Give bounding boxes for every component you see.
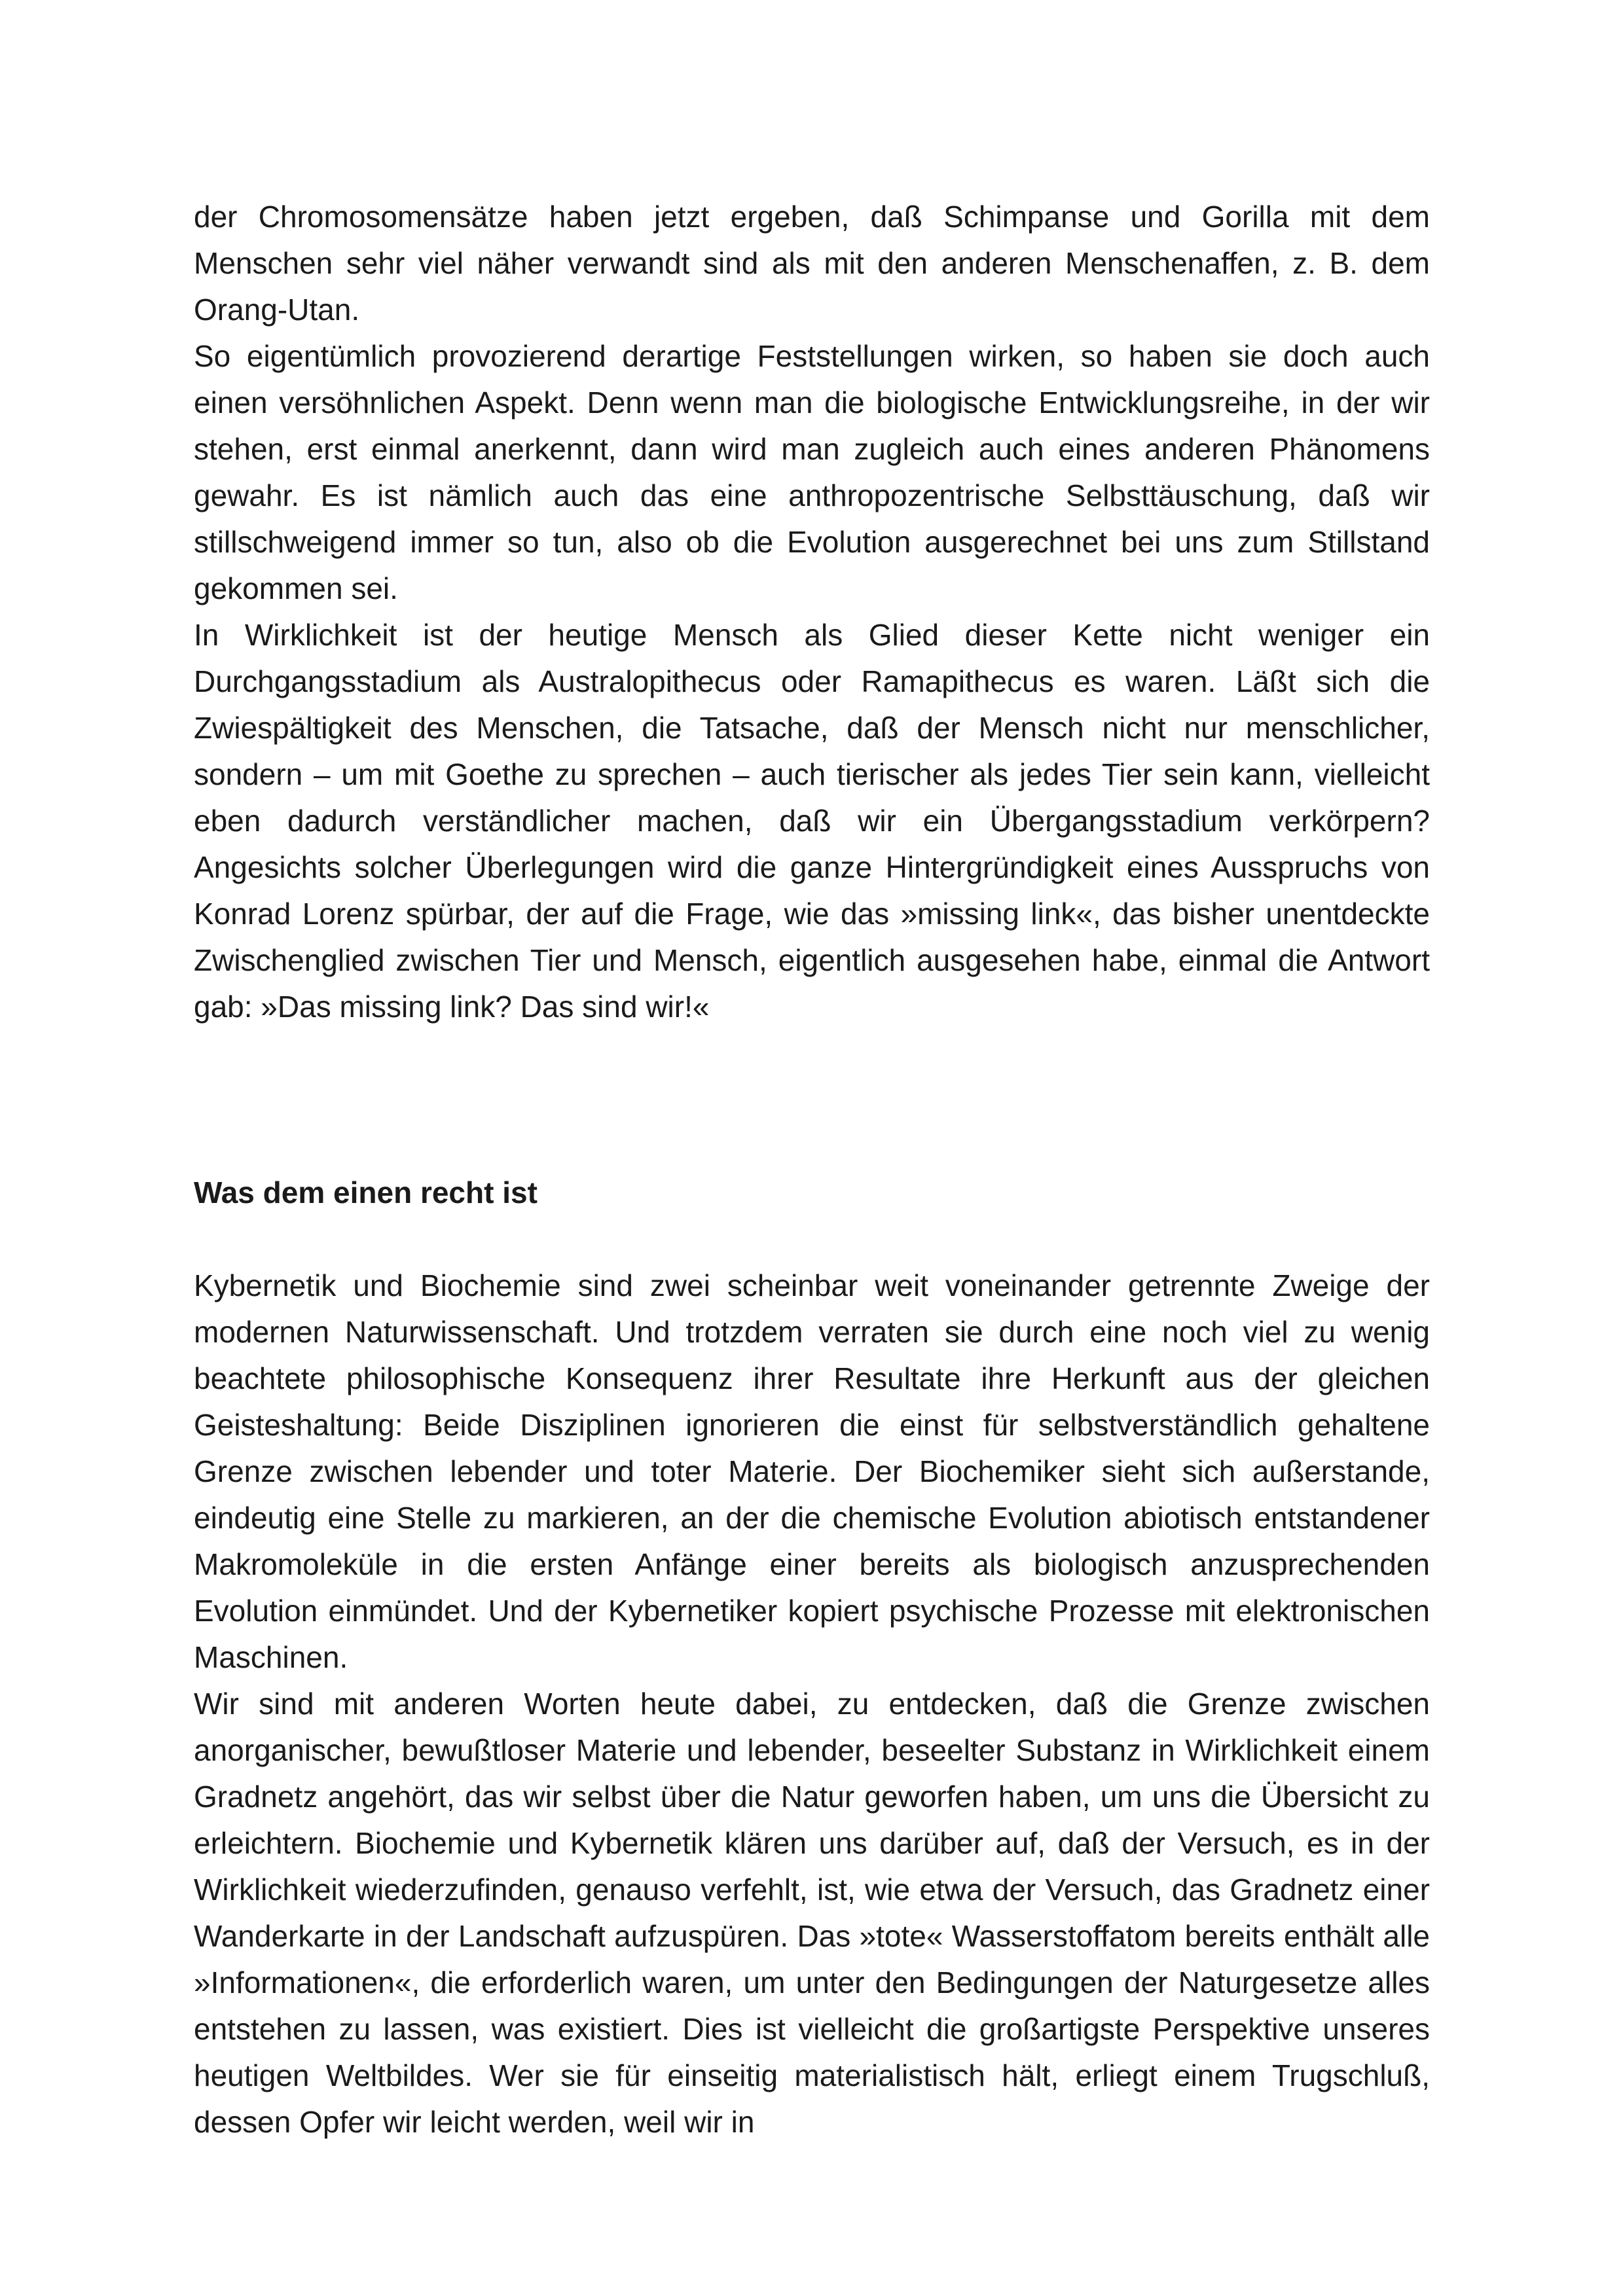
paragraph: Kybernetik und Biochemie sind zwei scheinbar weit voneinander getrennte Zweige der modernen Naturwissenschaft. Und trotzdem verraten sie durch eine noch viel zu wenig beachtete philosophische Konsequenz ihrer Resultate ihre Herkunft aus der gleichen Geisteshaltung: Beide Disziplinen ignorieren die einst für selbstverständlich gehaltene Grenze zwischen lebender und toter Materie. Der Biochemiker sieht sich außerstande, eindeutig eine Stelle zu markieren, an der die chemische Evolution abiotisch entstandener Makromoleküle in die ersten Anfänge einer bereits als biologisch anzusprechenden Evolution einmündet. Und der Kybernetiker kopiert psychische Prozesse mit elektronischen Maschinen. [194, 1268, 1430, 1674]
document-page [194, 194, 1430, 2145]
paragraph: der Chromosomensätze haben jetzt ergeben, daß Schimpanse und Gorilla mit dem Menschen sehr viel näher verwandt sind als mit den anderen Menschenaffen, z. B. dem Orang-Utan. [194, 200, 1430, 327]
paragraph: In Wirklichkeit ist der heutige Mensch als Glied dieser Kette nicht weniger ein Durchgangsstadium als Australopithecus oder Ramapithecus es waren. Läßt sich die Zwiespältigkeit des Menschen, die Tatsache, daß der Mensch nicht nur menschlicher, sondern – um mit Goethe zu sprechen – auch tierischer als jedes Tier sein kann, vielleicht eben dadurch verständlicher machen, daß wir ein Übergangsstadium verkörpern? Angesichts solcher Überlegungen wird die ganze Hintergründigkeit eines Ausspruchs von Konrad Lorenz spürbar, der auf die Frage, wie das »missing link«, das bisher unentdeckte Zwischenglied zwischen Tier und Mensch, eigentlich ausgesehen habe, einmal die Antwort gab: »Das missing link? Das sind wir!« [194, 618, 1430, 1024]
heading-spacer [194, 1216, 1430, 1263]
section-spacer [194, 1030, 1430, 1170]
section-heading: Was dem einen recht ist [194, 1175, 538, 1210]
paragraph: Wir sind mit anderen Worten heute dabei, zu entdecken, daß die Grenze zwischen anorganischer, bewußtloser Materie und lebender, beseelter Substanz in Wirklichkeit einem Gradnetz angehört, das wir selbst über die Natur geworfen haben, um uns die Übersicht zu erleichtern. Biochemie und Kybernetik klären uns darüber auf, daß der Versuch, es in der Wirklichkeit wiederzufinden, genauso verfehlt, ist, wie etwa der Versuch, das Gradnetz einer Wanderkarte in der Landschaft aufzuspüren. Das »tote« Wasserstoffatom bereits enthält alle »Informationen«, die erforderlich waren, um unter den Bedingungen der Naturgesetze alles entstehen zu lassen, was existiert. Dies ist vielleicht die großartigste Perspektive unseres heutigen Weltbildes. Wer sie für einseitig materialistisch hält, erliegt einem Trugschluß, dessen Opfer wir leicht werden, weil wir in [194, 1687, 1430, 2139]
paragraph: So eigentümlich provozierend derartige Feststellungen wirken, so haben sie doch auch einen versöhnlichen Aspekt. Denn wenn man die biologische Entwicklungsreihe, in der wir stehen, erst einmal anerkennt, dann wird man zugleich auch eines anderen Phänomens gewahr. Es ist nämlich auch das eine anthropozentrische Selbsttäuschung, daß wir stillschweigend immer so tun, also ob die Evolution ausgerechnet bei uns zum Stillstand gekommen sei. [194, 339, 1430, 605]
